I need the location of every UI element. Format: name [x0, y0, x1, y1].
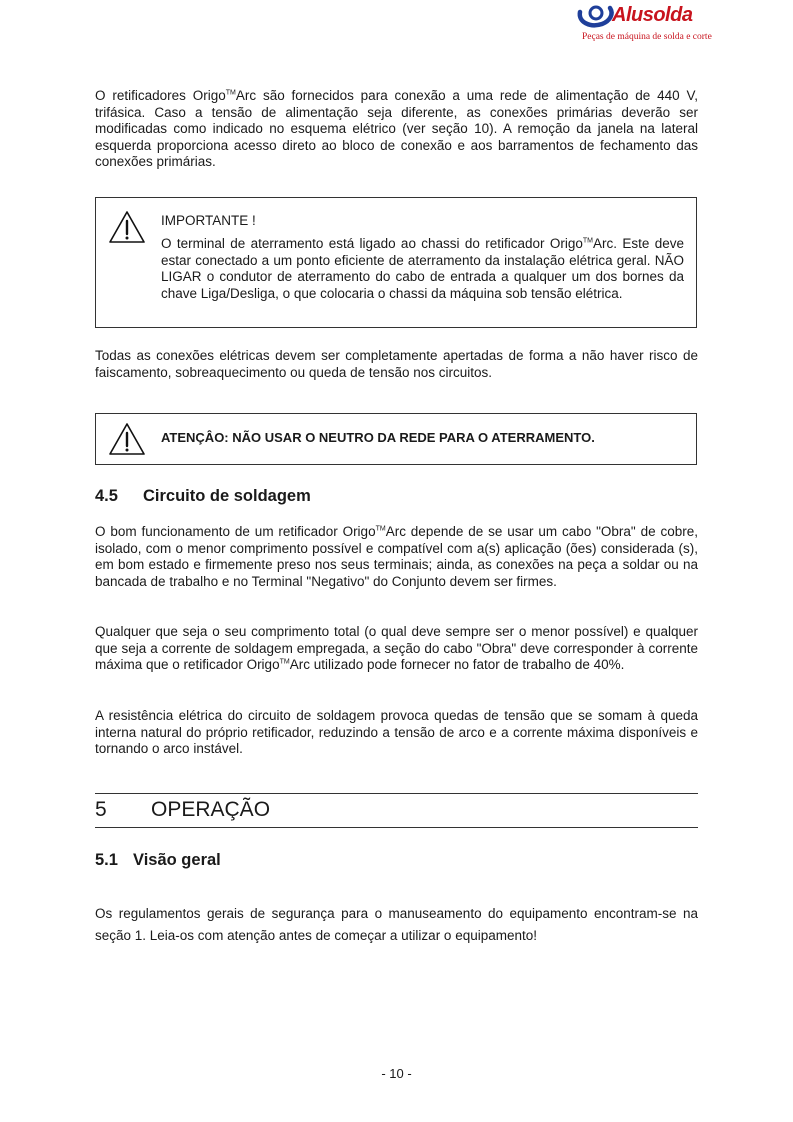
section-4-5-paragraph-2: Qualquer que seja o seu comprimento total (o qual deve sempre ser o menor possível) e qualquer que seja a corrente de soldagem empregada, a seção do cabo "Obra" deve corresponder à corrente máxima que o retificador Origo™Arc utilizado pode fornecer no fator de trabalho de 40%. [95, 624, 698, 672]
section-5-bottom-rule [95, 827, 698, 828]
section-4-5-paragraph-1: O bom funcionamento de um retificador Origo™Arc depende de se usar um cabo "Obra" de cobre, isolado, com o menor comprimento possível e compatível com a(s) aplicação (ões) considerada (s), em bom estado e firmemente preso nos seus terminais; ainda, as conexões na peça a soldar ou na bancada de trabalho e no Terminal "Negativo" do Conjunto devem ser firmes. [95, 524, 698, 589]
section-4-5-heading: 4.5 Circuito de soldagem [95, 487, 311, 505]
connections-paragraph: Todas as conexões elétricas devem ser completamente apertadas de forma a não haver risco de faiscamento, sobreaquecimento ou queda de tensão nos circuitos. [95, 348, 698, 380]
section-5-1-paragraph: Os regulamentos gerais de segurança para o manuseamento do equipamento encontram-se na seção 1. Leia-os com atenção antes de começar a utilizar o equipamento! [95, 906, 698, 943]
important-title: IMPORTANTE ! [161, 213, 256, 228]
attention-text: ATENÇÂO: NÃO USAR O NEUTRO DA REDE PARA O ATERRAMENTO. [161, 430, 595, 445]
important-body: O terminal de aterramento está ligado ao chassi do retificador Origo™Arc. Este deve estar conectado a um ponto eficiente de aterramento da instalação elétrica geral. NÃO LIGAR o condutor de aterramento do cabo de entrada a qualquer um dos bornes da chave Liga/Desliga, o que colocaria o chassi da máquina sob tensão elétrica. [161, 236, 684, 301]
section-5-1-heading: 5.1 Visão geral [95, 851, 221, 869]
page-number: - 10 - [381, 1066, 412, 1081]
warning-triangle-icon [108, 422, 146, 456]
logo-wordmark: Alusolda [612, 4, 693, 26]
brand-logo [576, 2, 712, 46]
section-5-heading: 5 OPERAÇÃO [95, 798, 271, 821]
important-notice-box [95, 197, 697, 328]
attention-notice-box [95, 413, 697, 465]
warning-triangle-icon [108, 210, 146, 244]
logo-tagline: Peças de máquina de solda e corte [582, 32, 712, 42]
intro-paragraph: O retificadores Origo™Arc são fornecidos para conexão a uma rede de alimentação de 440 V, trifásica. Caso a tensão de alimentação seja diferente, as conexões primárias deverão ser modificadas como indicado no esquema elétrico (ver seção 10). A remoção da janela na lateral esquerda proporciona acesso direto ao bloco de conexão e aos barramentos de fechamento das conexões primárias. [95, 88, 698, 169]
logo-swoosh-icon [576, 2, 616, 32]
section-5-top-rule [95, 793, 698, 794]
section-4-5-paragraph-3: A resistência elétrica do circuito de soldagem provoca quedas de tensão que se somam à queda interna natural do próprio retificador, reduzindo a tensão de arco e a corrente máxima disponíveis e tornando o arco instável. [95, 708, 698, 756]
